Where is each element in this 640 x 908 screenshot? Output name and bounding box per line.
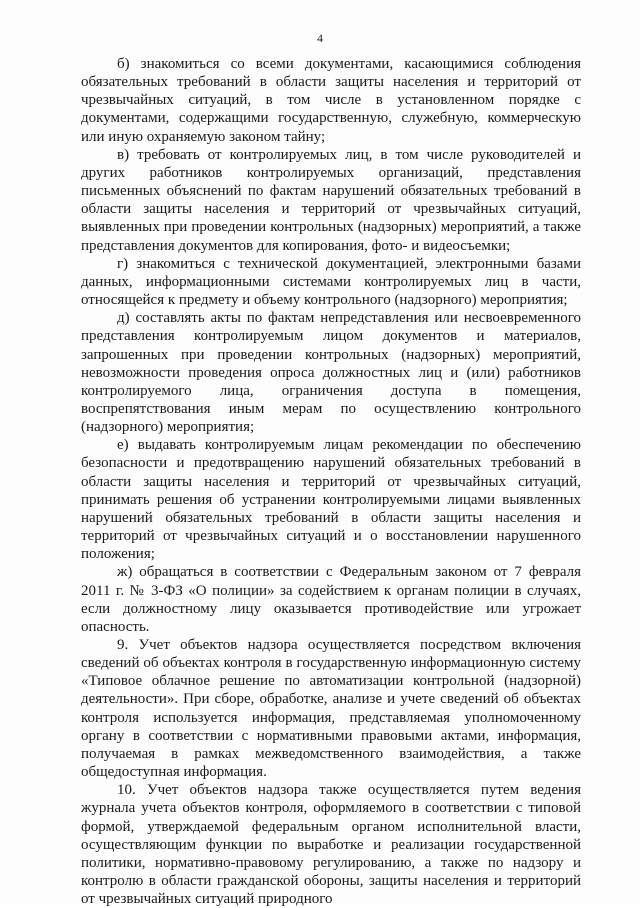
- paragraph-v: в) требовать от контролируемых лиц, в том числе руководителей и других работников контролируемых организаций, представления письменных объяснений по фактам нарушений обязательных требований в области защиты населения и территорий от чрезвычайных ситуаций, выявленных при проведении контрольных (надзорных) мероприятий, а также представления документов для копирования, фото- и видеосъемки;: [81, 146, 581, 254]
- paragraph-e: е) выдавать контролируемым лицам рекомендации по обеспечению безопасности и предотвращению нарушений обязательных требований в области защиты населения и территорий от чрезвычайных ситуаций, принимать решения об устранении контролируемыми лицами выявленных нарушений обязательных требований в области защиты населения и территорий от чрезвычайных ситуаций и о восстановлении нарушенного положения;: [81, 437, 581, 563]
- paragraph-10: 10. Учет объектов надзора также осуществляется путем ведения журнала учета объектов контроля, оформляемого в соответствии с типовой формой, утверждаемой федеральным органом исполнительной власти, осуществляющим функции по выработке и реализации государственной политики, нормативно-правовому регулированию, а также по надзору и контролю в области гражданской обороны, защиты населения и территорий от чрезвычайных ситуаций природного: [81, 782, 581, 908]
- paragraph-9: 9. Учет объектов надзора осуществляется посредством включения сведений об объектах контроля в государственную информационную систему «Типовое облачное решение по автоматизации контрольной (надзорной) деятельности». При сборе, обработке, анализе и учете сведений об объектах контроля используется информация, представляемая уполномоченному органу в соответствии с нормативными правовыми актами, информация, получаемая в рамках межведомственного взаимодействия, а также общедоступная информация.: [81, 637, 581, 781]
- paragraph-b: б) знакомиться со всеми документами, касающимися соблюдения обязательных требований в области защиты населения и территорий от чрезвычайных ситуаций, в том числе в установленном порядке с документами, содержащими государственную, служебную, коммерческую или иную охраняемую законом тайну;: [81, 56, 581, 145]
- document-body: [81, 55, 581, 908]
- paragraph-d: д) составлять акты по фактам непредставления или несвоевременного представления контролируемым лицом документов и материалов, запрошенных при проведении контрольных (надзорных) мероприятий, невозможности проведения опроса должностных лиц и (или) работников контролируемого лица, ограничения доступа в помещения, воспрепятствования иным мерам по осуществлению контрольного (надзорного) мероприятия;: [81, 310, 581, 436]
- page-number: 4: [317, 31, 323, 45]
- paragraph-zh: ж) обращаться в соответствии с Федеральным законом от 7 февраля 2011 г. № 3-ФЗ «О полиции» за содействием к органам полиции в случаях, если должностному лицу оказывается противодействие или угрожает опасность.: [81, 564, 581, 635]
- paragraph-g: г) знакомиться с технической документацией, электронными базами данных, информационными системами контролируемых лиц в части, относящейся к предмету и объему контрольного (надзорного) мероприятия;: [81, 255, 581, 309]
